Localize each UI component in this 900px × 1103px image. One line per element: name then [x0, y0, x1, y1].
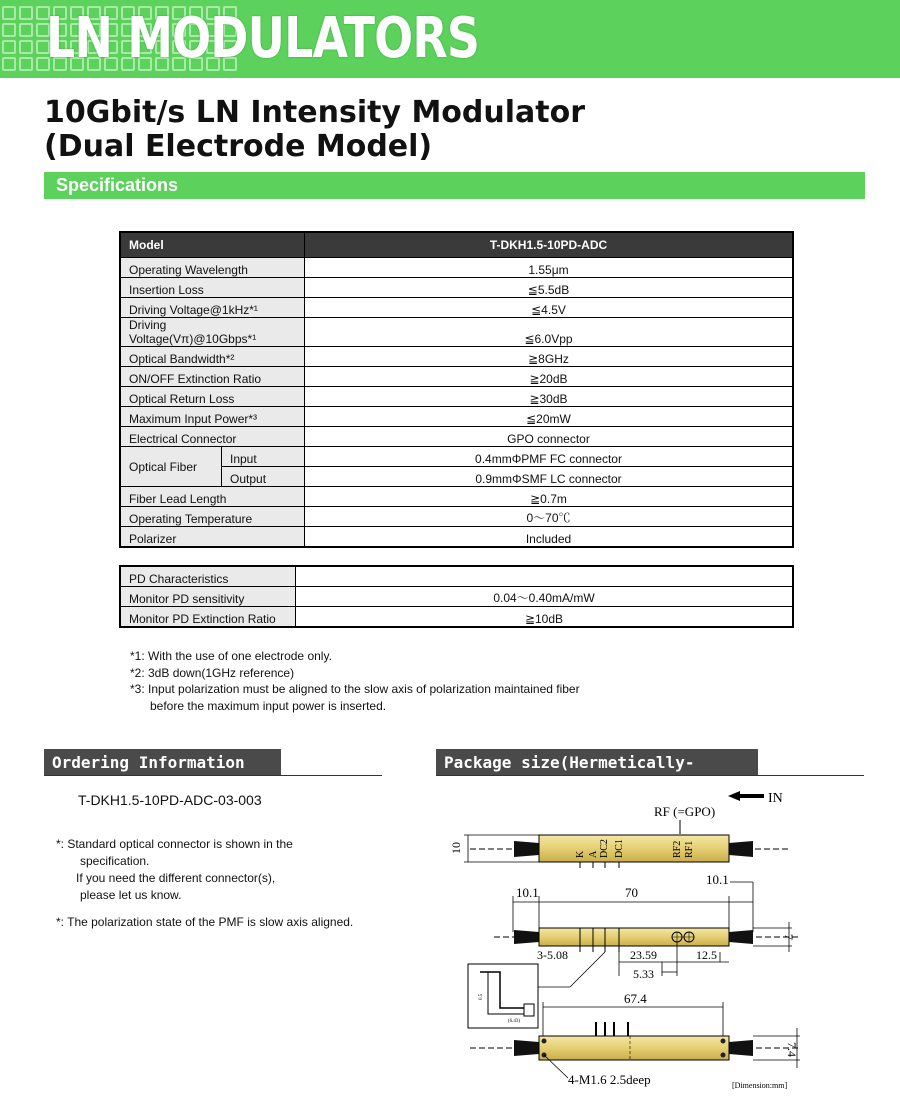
footnote-2: *2: 3dB down(1GHz reference)	[130, 665, 295, 680]
pin-dc1: DC1	[614, 839, 625, 858]
in-arrow-icon	[728, 791, 764, 801]
ordering-section-header	[44, 749, 382, 776]
package-heading: Package size(Hermetically-sealed)	[436, 749, 758, 776]
package-bottom-view	[470, 1022, 800, 1078]
header-banner	[0, 0, 900, 78]
dim-pitch: 3-5.08	[537, 948, 568, 962]
table-row	[120, 527, 793, 548]
pin-k: K	[575, 850, 586, 858]
output-label: Output	[222, 467, 305, 487]
dim-b: 12.5	[696, 948, 717, 962]
table-row	[120, 298, 793, 318]
table-row	[120, 367, 793, 387]
order-note-1a: *: Standard optical connector is shown in the	[56, 837, 293, 851]
table-row	[120, 607, 793, 628]
dim-right: 10.1	[706, 872, 729, 887]
table-row	[120, 427, 793, 447]
table-row	[120, 318, 793, 347]
row-value: ≧30dB	[305, 387, 794, 407]
row-label: Monitor PD Extinction Ratio	[120, 607, 296, 628]
pd-table	[119, 565, 794, 628]
row-value: 0.04〜0.40mA/mW	[296, 587, 794, 607]
table-row	[120, 566, 793, 587]
row-value: GPO connector	[305, 427, 794, 447]
row-value: Included	[305, 527, 794, 548]
row-value: ≦5.5dB	[305, 278, 794, 298]
row-label: Operating Temperature	[120, 507, 305, 527]
dim-length: 70	[625, 885, 638, 900]
table-row	[120, 447, 793, 467]
banner-title: LN MODULATORS	[46, 6, 480, 71]
table-row	[120, 278, 793, 298]
rf-label: RF (=GPO)	[654, 804, 716, 819]
row-value: ≦6.0Vpp	[305, 318, 794, 347]
row-value: ≧0.7m	[305, 487, 794, 507]
row-label: Insertion Loss	[120, 278, 305, 298]
ordering-notes	[56, 836, 353, 931]
table-row	[120, 258, 793, 278]
specifications-heading: Specifications	[56, 175, 179, 195]
row-label: Electrical Connector	[120, 427, 305, 447]
table-row	[120, 467, 793, 487]
table-row	[120, 407, 793, 427]
pin-rf1: RF1	[684, 840, 695, 858]
model-label: Model	[120, 232, 305, 258]
hole-note: 4-M1.6 2.5deep	[568, 1072, 651, 1087]
inset-dim-a: 0.5	[479, 993, 484, 1000]
row-label: Polarizer	[120, 527, 305, 548]
order-note-2: *: The polarization state of the PMF is slow axis aligned.	[56, 915, 354, 929]
inset-dim-b: (6.43)	[508, 1019, 521, 1024]
dim-a: 23.59	[630, 948, 657, 962]
table-row	[120, 347, 793, 367]
row-label: ON/OFF Extinction Ratio	[120, 367, 305, 387]
footnote-1: *1: With the use of one electrode only.	[130, 649, 332, 663]
row-label: Maximum Input Power*³	[120, 407, 305, 427]
row-value: ≦4.5V	[305, 298, 794, 318]
table-header-row	[120, 232, 793, 258]
title-line-2: (Dual Electrode Model)	[44, 129, 433, 164]
row-label: Fiber Lead Length	[120, 487, 305, 507]
order-note-1d: please let us know.	[80, 888, 182, 902]
dim-width2: 7.4	[785, 1042, 799, 1057]
specifications-table	[119, 231, 794, 548]
row-value: ≧8GHz	[305, 347, 794, 367]
package-pin-detail-inset	[468, 964, 538, 1028]
dim-mount: 67.4	[624, 991, 647, 1006]
row-value: ≧10dB	[296, 607, 794, 628]
input-value: 0.4mmΦPMF FC connector	[305, 447, 794, 467]
title-line-1: 10Gbit/s LN Intensity Modulator	[44, 95, 586, 130]
table-row	[120, 487, 793, 507]
package-drawing	[440, 782, 820, 1098]
dim-width: 7	[782, 934, 796, 940]
ordering-heading: Ordering Information	[44, 749, 281, 776]
pin-dc2: DC2	[599, 839, 610, 858]
table-row	[120, 507, 793, 527]
footnote-3-cont: before the maximum input power is inserted.	[150, 698, 387, 713]
page-title	[44, 96, 585, 164]
row-value: ≦20mW	[305, 407, 794, 427]
dim-left: 10.1	[516, 885, 539, 900]
specifications-bar	[44, 172, 865, 199]
input-label: Input	[222, 447, 305, 467]
model-value: T-DKH1.5-10PD-ADC	[305, 232, 794, 258]
row-value: 1.55μm	[305, 258, 794, 278]
row-label: Operating Wavelength	[120, 258, 305, 278]
output-value: 0.9mmΦSMF LC connector	[305, 467, 794, 487]
row-label: Optical Return Loss	[120, 387, 305, 407]
in-label: IN	[768, 791, 783, 806]
row-label: Driving Voltage@1kHz*¹	[120, 298, 305, 318]
dim-height: 10	[449, 842, 463, 854]
order-note-1c: If you need the different connector(s),	[76, 871, 276, 885]
row-label: Driving Voltage(Vπ)@10Gbps*¹	[120, 318, 305, 347]
table-row	[120, 587, 793, 607]
row-label: Monitor PD sensitivity	[120, 587, 296, 607]
footnotes	[130, 648, 580, 714]
dim-c: 5.33	[633, 967, 654, 981]
optical-fiber-label: Optical Fiber	[120, 447, 222, 487]
pin-a: A	[588, 850, 599, 858]
row-value: 0〜70℃	[305, 507, 794, 527]
row-value: ≧20dB	[305, 367, 794, 387]
row-label: Optical Bandwidth*²	[120, 347, 305, 367]
footnote-3: *3: Input polarization must be aligned to the slow axis of polarization maintained fiber	[130, 682, 580, 696]
table-row	[120, 387, 793, 407]
order-note-1b: specification.	[80, 854, 150, 868]
pd-heading: PD Characteristics	[120, 566, 296, 587]
ordering-code: T-DKH1.5-10PD-ADC-03-003	[78, 792, 262, 808]
pin-rf2: RF2	[672, 840, 683, 858]
package-top-view	[449, 835, 790, 868]
dimension-unit: [Dimension:mm]	[732, 1081, 788, 1090]
